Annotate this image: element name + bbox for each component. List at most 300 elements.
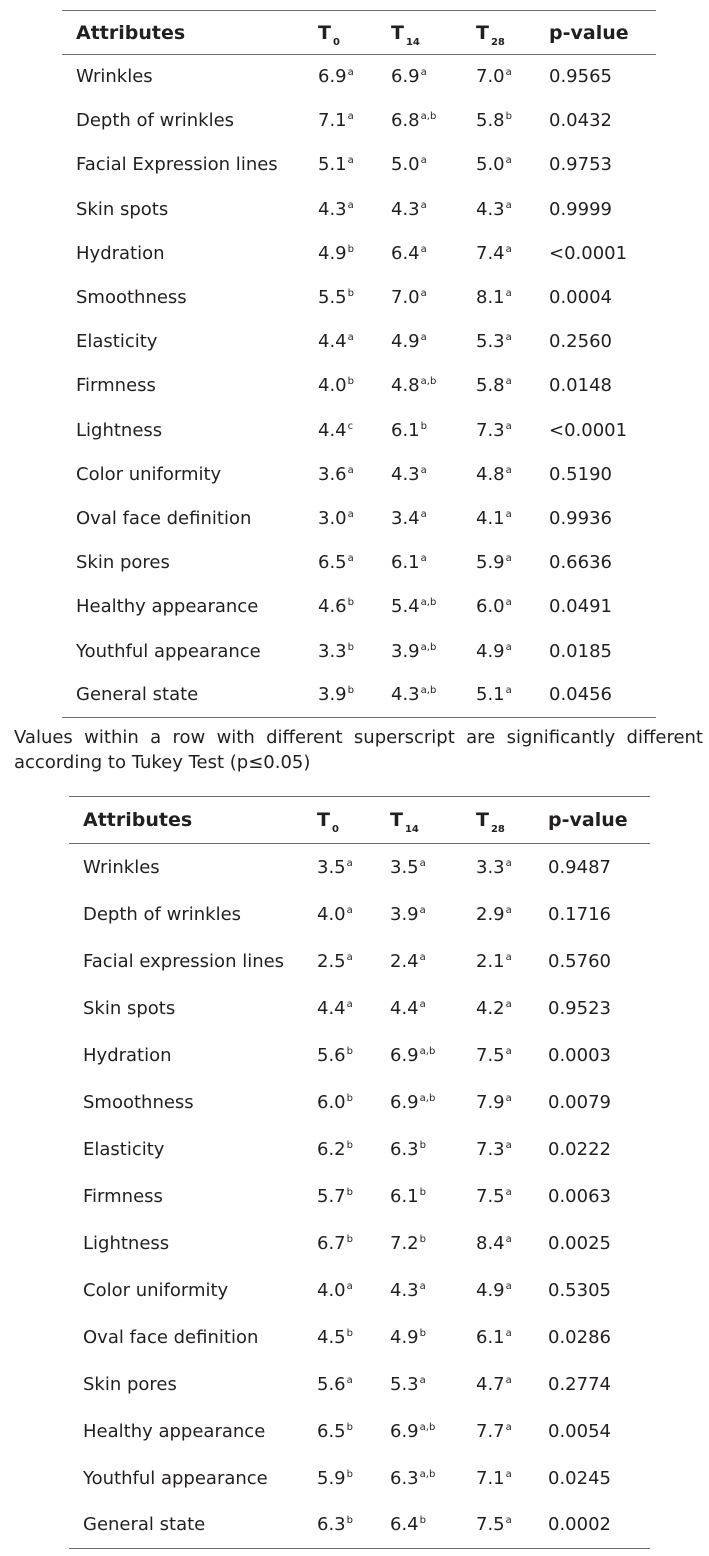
cell-pvalue: 0.0002 xyxy=(548,1514,611,1536)
cell-t0 xyxy=(318,496,391,540)
cell-t14 xyxy=(391,275,476,319)
header-pvalue: p-value xyxy=(548,809,628,831)
cell-t0 xyxy=(317,1455,390,1502)
cell-t0 xyxy=(318,187,391,231)
cell-attribute: Youthful appearance xyxy=(76,640,261,662)
cell-t28 xyxy=(476,1408,548,1455)
table-row xyxy=(62,55,656,99)
value: 6.1 xyxy=(390,1185,419,1207)
value: 7.1 xyxy=(476,1467,505,1489)
superscript: a xyxy=(420,288,427,300)
table-row xyxy=(62,231,656,275)
cell-t28 xyxy=(476,1361,548,1408)
value: 6.1 xyxy=(391,419,420,441)
cell-t14 xyxy=(391,541,476,585)
cell-pvalue: 0.9936 xyxy=(549,507,612,529)
attributes-table-2 xyxy=(69,796,650,1549)
value: 4.9 xyxy=(476,1279,505,1301)
value: 8.1 xyxy=(476,287,505,309)
value: 2.4 xyxy=(390,950,419,972)
cell-t14 xyxy=(391,408,476,452)
superscript: a xyxy=(505,1233,512,1245)
cell-pvalue: 0.0003 xyxy=(548,1044,611,1066)
cell-t28 xyxy=(476,1220,548,1267)
value: 6.1 xyxy=(476,1326,505,1348)
superscript: a xyxy=(346,1374,353,1386)
value: 6.9 xyxy=(390,1044,419,1066)
cell-t14 xyxy=(391,231,476,275)
superscript: a xyxy=(347,111,354,123)
value: 7.3 xyxy=(476,419,505,441)
table-row xyxy=(69,1361,650,1408)
cell-t14 xyxy=(390,1220,476,1267)
value: 6.9 xyxy=(318,66,347,88)
value: 5.3 xyxy=(390,1373,419,1395)
cell-t14 xyxy=(390,1361,476,1408)
cell-pvalue: 0.5305 xyxy=(548,1279,611,1301)
value: 7.0 xyxy=(476,66,505,88)
value: 2.1 xyxy=(476,950,505,972)
table-row xyxy=(69,1126,650,1173)
value: 4.2 xyxy=(476,997,505,1019)
header-t0-sub: 0 xyxy=(332,36,340,48)
superscript: a xyxy=(505,243,512,255)
cell-attribute: Oval face definition xyxy=(83,1326,259,1348)
cell-t28 xyxy=(476,320,549,364)
cell-pvalue: 0.5190 xyxy=(549,463,612,485)
value: 7.2 xyxy=(390,1232,419,1254)
value: 6.4 xyxy=(390,1514,419,1536)
cell-t0 xyxy=(318,452,391,496)
table-row xyxy=(69,1079,650,1126)
header-attributes: Attributes xyxy=(83,809,193,831)
value: 6.9 xyxy=(390,1420,419,1442)
table-row xyxy=(69,844,650,891)
cell-t0 xyxy=(317,1267,390,1314)
value: 4.1 xyxy=(476,507,505,529)
cell-t0 xyxy=(318,320,391,364)
value: 7.9 xyxy=(476,1091,505,1113)
cell-t0 xyxy=(318,231,391,275)
value: 3.9 xyxy=(390,903,419,925)
cell-pvalue: 0.9999 xyxy=(549,198,612,220)
superscript: a xyxy=(505,1421,512,1433)
value: 3.4 xyxy=(391,507,420,529)
superscript: a xyxy=(505,1468,512,1480)
cell-t0 xyxy=(317,1408,390,1455)
header-t14-sub: 14 xyxy=(404,824,419,835)
table-row xyxy=(62,364,656,408)
table-1-footnote: Values within a row with different superscript are significantly different according to Tukey Test (p≤0.05) xyxy=(14,727,703,773)
superscript: a xyxy=(346,857,353,869)
superscript: a xyxy=(420,243,427,255)
cell-t14 xyxy=(390,938,476,985)
superscript: b xyxy=(347,376,354,388)
superscript: b xyxy=(419,1139,426,1151)
cell-attribute: Smoothness xyxy=(76,287,187,309)
cell-t28 xyxy=(476,1455,548,1502)
cell-t14 xyxy=(391,629,476,673)
value: 4.8 xyxy=(391,375,420,397)
superscript: b xyxy=(346,1233,353,1245)
value: 6.3 xyxy=(390,1138,419,1160)
cell-pvalue: 0.0245 xyxy=(548,1467,611,1489)
header-t28-sub: 28 xyxy=(490,824,505,835)
superscript: a xyxy=(505,685,512,697)
superscript: a xyxy=(505,904,512,916)
value: 5.5 xyxy=(318,287,347,309)
value: 4.9 xyxy=(390,1326,419,1348)
superscript: a xyxy=(505,1092,512,1104)
superscript: a xyxy=(505,288,512,300)
cell-pvalue: 0.0063 xyxy=(548,1185,611,1207)
value: 5.9 xyxy=(317,1467,346,1489)
cell-t28 xyxy=(476,1173,548,1220)
superscript: a xyxy=(420,508,427,520)
table-row xyxy=(62,408,656,452)
cell-pvalue: 0.0185 xyxy=(549,640,612,662)
cell-attribute: Skin pores xyxy=(76,552,170,574)
superscript: a xyxy=(347,67,354,79)
cell-t14 xyxy=(391,673,476,717)
value: 4.4 xyxy=(317,997,346,1019)
value: 7.1 xyxy=(318,110,347,132)
cell-t28 xyxy=(476,1314,548,1361)
superscript: a xyxy=(505,420,512,432)
cell-t28 xyxy=(476,452,549,496)
superscript: a xyxy=(346,951,353,963)
cell-t28 xyxy=(476,585,549,629)
superscript: a,b xyxy=(419,1045,436,1057)
cell-pvalue: 0.0286 xyxy=(548,1326,611,1348)
value: 5.1 xyxy=(318,154,347,176)
superscript: a,b xyxy=(419,1468,436,1480)
table-row xyxy=(62,629,656,673)
value: 7.7 xyxy=(476,1420,505,1442)
cell-t14 xyxy=(390,1314,476,1361)
value: 5.3 xyxy=(476,331,505,353)
cell-pvalue: 0.1716 xyxy=(548,903,611,925)
superscript: a xyxy=(419,857,426,869)
cell-t28 xyxy=(476,1267,548,1314)
superscript: b xyxy=(346,1139,353,1151)
superscript: a xyxy=(346,998,353,1010)
superscript: a xyxy=(347,464,354,476)
value: 3.9 xyxy=(391,640,420,662)
superscript: a xyxy=(505,1045,512,1057)
cell-t14 xyxy=(391,585,476,629)
cell-t14 xyxy=(390,1502,476,1549)
superscript: a xyxy=(347,553,354,565)
cell-pvalue: 0.0456 xyxy=(549,684,612,706)
table-row xyxy=(69,1455,650,1502)
cell-t0 xyxy=(318,275,391,319)
value: 3.9 xyxy=(318,684,347,706)
superscript: a xyxy=(420,464,427,476)
superscript: a xyxy=(505,857,512,869)
superscript: a xyxy=(505,998,512,1010)
cell-t28 xyxy=(476,143,549,187)
cell-t28 xyxy=(476,1502,548,1549)
cell-t14 xyxy=(390,1267,476,1314)
cell-attribute: Depth of wrinkles xyxy=(76,110,235,132)
cell-t0 xyxy=(317,891,390,938)
header-t28-sub: 28 xyxy=(490,36,505,48)
header-t14-main: T xyxy=(390,809,403,831)
cell-t0 xyxy=(318,143,391,187)
header-t28 xyxy=(476,11,549,55)
cell-attribute: Firmness xyxy=(76,375,156,397)
cell-t28 xyxy=(476,673,549,717)
value: 6.5 xyxy=(318,552,347,574)
cell-attribute: Wrinkles xyxy=(76,66,153,88)
cell-t14 xyxy=(391,143,476,187)
cell-t0 xyxy=(317,1361,390,1408)
value: 5.9 xyxy=(476,552,505,574)
cell-pvalue: 0.9753 xyxy=(549,154,612,176)
cell-pvalue: 0.0054 xyxy=(548,1420,611,1442)
cell-t14 xyxy=(390,1408,476,1455)
cell-pvalue: 0.0004 xyxy=(549,287,612,309)
superscript: a xyxy=(419,904,426,916)
superscript: b xyxy=(346,1186,353,1198)
superscript: b xyxy=(347,288,354,300)
value: 4.0 xyxy=(317,903,346,925)
table-row xyxy=(69,1267,650,1314)
superscript: b xyxy=(419,1515,426,1527)
table-header-row xyxy=(69,797,650,844)
cell-pvalue: 0.0025 xyxy=(548,1232,611,1254)
cell-pvalue: <0.0001 xyxy=(549,242,628,264)
cell-attribute: Lightness xyxy=(76,419,163,441)
cell-attribute: Color uniformity xyxy=(76,463,222,485)
table-row xyxy=(62,541,656,585)
value: 3.3 xyxy=(318,640,347,662)
value: 4.3 xyxy=(476,198,505,220)
table-row xyxy=(69,1408,650,1455)
superscript: b xyxy=(347,597,354,609)
value: 4.0 xyxy=(317,1279,346,1301)
cell-t28 xyxy=(476,938,548,985)
table-row xyxy=(62,496,656,540)
cell-pvalue: 0.9487 xyxy=(548,856,611,878)
value: 4.3 xyxy=(391,463,420,485)
header-t14-main: T xyxy=(391,21,404,44)
cell-t28 xyxy=(476,231,549,275)
cell-t14 xyxy=(391,452,476,496)
value: 4.3 xyxy=(318,198,347,220)
cell-attribute: Oval face definition xyxy=(76,507,252,529)
table-row xyxy=(69,938,650,985)
cell-t14 xyxy=(391,187,476,231)
value: 3.3 xyxy=(476,856,505,878)
superscript: a xyxy=(505,332,512,344)
superscript: b xyxy=(346,1515,353,1527)
value: 6.0 xyxy=(476,596,505,618)
cell-attribute: Depth of wrinkles xyxy=(83,903,242,925)
cell-t0 xyxy=(317,1314,390,1361)
value: 3.5 xyxy=(317,856,346,878)
table-row xyxy=(69,985,650,1032)
value: 4.8 xyxy=(476,463,505,485)
value: 4.3 xyxy=(391,198,420,220)
value: 6.4 xyxy=(391,242,420,264)
cell-t28 xyxy=(476,629,549,673)
superscript: a xyxy=(419,1280,426,1292)
cell-t0 xyxy=(318,673,391,717)
table-row xyxy=(62,585,656,629)
table-row xyxy=(69,1314,650,1361)
superscript: a,b xyxy=(420,111,437,123)
value: 7.3 xyxy=(476,1138,505,1160)
value: 7.5 xyxy=(476,1185,505,1207)
value: 4.9 xyxy=(476,640,505,662)
cell-attribute: Hydration xyxy=(76,242,165,264)
superscript: a xyxy=(419,951,426,963)
superscript: b xyxy=(347,243,354,255)
superscript: a xyxy=(347,508,354,520)
table-row xyxy=(62,143,656,187)
cell-t0 xyxy=(317,1173,390,1220)
table-header-row xyxy=(62,11,656,55)
cell-pvalue: <0.0001 xyxy=(549,419,628,441)
cell-t0 xyxy=(318,55,391,99)
value: 5.0 xyxy=(476,154,505,176)
cell-attribute: Facial Expression lines xyxy=(76,154,278,176)
header-t0 xyxy=(317,797,390,844)
cell-t28 xyxy=(476,1032,548,1079)
table-row xyxy=(62,320,656,364)
superscript: b xyxy=(505,111,512,123)
value: 6.2 xyxy=(317,1138,346,1160)
cell-attribute: Firmness xyxy=(83,1185,163,1207)
value: 4.4 xyxy=(318,331,347,353)
cell-pvalue: 0.0079 xyxy=(548,1091,611,1113)
cell-t28 xyxy=(476,985,548,1032)
value: 8.4 xyxy=(476,1232,505,1254)
cell-t14 xyxy=(391,364,476,408)
cell-attribute: Skin spots xyxy=(83,997,176,1019)
superscript: a xyxy=(420,553,427,565)
cell-t14 xyxy=(391,99,476,143)
superscript: a xyxy=(347,332,354,344)
cell-attribute: Skin spots xyxy=(76,198,169,220)
superscript: a xyxy=(420,67,427,79)
header-attributes: Attributes xyxy=(76,21,186,44)
superscript: a xyxy=(505,67,512,79)
value: 5.6 xyxy=(317,1044,346,1066)
superscript: a xyxy=(505,597,512,609)
cell-t14 xyxy=(390,1126,476,1173)
cell-t28 xyxy=(476,55,549,99)
superscript: a,b xyxy=(420,685,437,697)
superscript: a xyxy=(505,1515,512,1527)
value: 2.9 xyxy=(476,903,505,925)
table-row xyxy=(69,1220,650,1267)
superscript: b xyxy=(419,1186,426,1198)
cell-attribute: Color uniformity xyxy=(83,1279,229,1301)
header-t14-sub: 14 xyxy=(405,36,420,48)
superscript: a xyxy=(505,464,512,476)
superscript: a xyxy=(505,1374,512,1386)
superscript: a xyxy=(420,155,427,167)
value: 7.0 xyxy=(391,287,420,309)
cell-pvalue: 0.2560 xyxy=(549,331,612,353)
cell-t28 xyxy=(476,99,549,143)
cell-t14 xyxy=(390,891,476,938)
value: 6.9 xyxy=(390,1091,419,1113)
table-row xyxy=(69,1502,650,1549)
cell-t0 xyxy=(317,1220,390,1267)
cell-pvalue: 0.5760 xyxy=(548,950,611,972)
value: 6.3 xyxy=(390,1467,419,1489)
superscript: b xyxy=(346,1092,353,1104)
cell-t28 xyxy=(476,275,549,319)
cell-t28 xyxy=(476,891,548,938)
superscript: a xyxy=(347,199,354,211)
cell-t14 xyxy=(390,844,476,891)
superscript: a,b xyxy=(420,376,437,388)
value: 4.7 xyxy=(476,1373,505,1395)
value: 4.4 xyxy=(318,419,347,441)
cell-t28 xyxy=(476,408,549,452)
superscript: a xyxy=(505,1327,512,1339)
superscript: a xyxy=(346,904,353,916)
cell-t28 xyxy=(476,496,549,540)
value: 6.9 xyxy=(391,66,420,88)
superscript: a,b xyxy=(420,641,437,653)
superscript: a,b xyxy=(419,1421,436,1433)
cell-attribute: Youthful appearance xyxy=(83,1467,268,1489)
header-pvalue: p-value xyxy=(549,21,629,44)
superscript: a xyxy=(505,155,512,167)
cell-attribute: Elasticity xyxy=(83,1138,165,1160)
table-row xyxy=(69,891,650,938)
cell-t14 xyxy=(390,1455,476,1502)
attributes-table-1 xyxy=(62,10,656,718)
cell-t0 xyxy=(317,1032,390,1079)
superscript: a xyxy=(505,376,512,388)
value: 3.0 xyxy=(318,507,347,529)
cell-attribute: Skin pores xyxy=(83,1373,177,1395)
value: 6.0 xyxy=(317,1091,346,1113)
cell-attribute: Wrinkles xyxy=(83,856,160,878)
table-row xyxy=(62,187,656,231)
value: 6.7 xyxy=(317,1232,346,1254)
value: 5.0 xyxy=(391,154,420,176)
value: 5.7 xyxy=(317,1185,346,1207)
table-row xyxy=(69,1173,650,1220)
superscript: b xyxy=(419,1233,426,1245)
cell-t0 xyxy=(318,99,391,143)
value: 6.5 xyxy=(317,1420,346,1442)
header-t0 xyxy=(318,11,391,55)
cell-t14 xyxy=(391,55,476,99)
cell-t14 xyxy=(390,985,476,1032)
value: 5.1 xyxy=(476,684,505,706)
superscript: a xyxy=(505,1186,512,1198)
cell-t0 xyxy=(317,985,390,1032)
cell-pvalue: 0.0222 xyxy=(548,1138,611,1160)
value: 6.8 xyxy=(391,110,420,132)
cell-pvalue: 0.0491 xyxy=(549,596,612,618)
value: 4.9 xyxy=(391,331,420,353)
cell-t14 xyxy=(391,496,476,540)
cell-t28 xyxy=(476,187,549,231)
superscript: a,b xyxy=(419,1092,436,1104)
header-t0-main: T xyxy=(318,21,331,44)
value: 4.5 xyxy=(317,1326,346,1348)
